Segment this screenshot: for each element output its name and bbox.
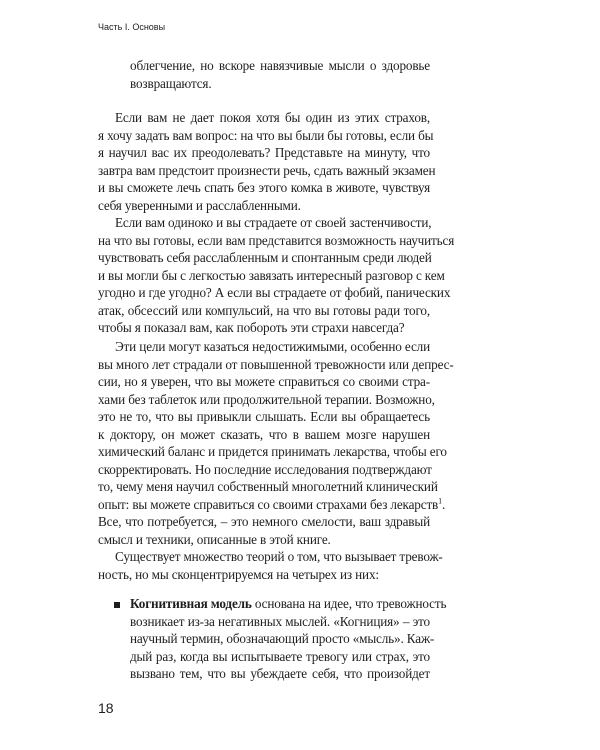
text-line: хами без таблеток или продолжительной терапии. Возможно, (98, 391, 435, 407)
text-line: ность, но мы сконцентрируемся на четырех из них: (98, 566, 379, 582)
text-line: Если вам не дает покоя хотя бы один из этих страхов, (115, 110, 430, 125)
paragraph-1 (98, 109, 436, 214)
paragraph-3 (98, 338, 454, 548)
running-header: Часть I. Основы (98, 22, 166, 32)
page-number: 18 (98, 700, 114, 716)
text-line: и вы сможете лечь спать без этого комка в животе, чувствуя (98, 180, 430, 195)
paragraph-2 (98, 214, 455, 337)
text-line: вызвано тем, что вы убеждаете себя, что произойдет (130, 666, 430, 681)
paragraph-4 (98, 548, 443, 583)
text-line: к доктору, он может сказать, что в вашем мозге нарушен (98, 426, 430, 442)
bullet-term: Когнитивная модель (130, 596, 252, 611)
text-line: дый раз, когда вы испытываете тревогу или страх, это (130, 648, 430, 664)
text-line: научный термин, обозначающий просто «мысль». Каж- (130, 631, 435, 646)
text-line: это не то, что вы привыкли слышать. Если вы обращаетесь (98, 409, 430, 424)
text-line: атак, обсессий или компульсий, на что вы готовы ради того, (98, 302, 430, 318)
text-line: угодно и где угодно? А если вы страдаете от фобий, панических (98, 285, 451, 300)
text-line: чтобы я показал вам, как побороть эти страхи навсегда? (98, 320, 405, 335)
text-line: я научил вас их преодолевать? Представьте на минуту, что (98, 145, 430, 160)
text-line (130, 595, 447, 613)
text-line: на что вы готовы, если вам представится возможность научиться (98, 232, 455, 248)
text-line: и вы могли бы с легкостью завязать интересный разговор с кем (98, 267, 445, 283)
footnote-reference[interactable]: 1 (438, 496, 442, 506)
text-line: Эти цели могут казаться недостижимыми, особенно если (115, 339, 430, 354)
text-line: то, чему меня научил собственный многолетний клинический (98, 479, 438, 494)
text-line: чувствовать себя расслабленным и спонтанным среди людей (98, 250, 432, 265)
text-line: опыт: вы можете справиться со своими страхами без лекарств$^1$. (98, 496, 446, 512)
text-line: Если вам одиноко и вы страдаете от своей застенчивости, (115, 215, 432, 230)
text-line: облегчение, но вскоре навязчивые мысли о здоровье (130, 58, 430, 73)
quote-block (130, 57, 430, 92)
text-line: скорректировать. Но последние исследования подтверждают (98, 461, 432, 477)
text-line: возвращаются. (130, 75, 212, 91)
text-line: вы много лет страдали от повышенной тревожности или депрес- (98, 356, 454, 372)
text-line: смысл и техники, описанные в этой книге. (98, 531, 331, 547)
text-line: я хочу задать вам вопрос: на что вы были бы готовы, если бы (98, 127, 434, 143)
text-line: химический баланс и придется принимать лекарства, чтобы его (98, 444, 447, 459)
text-line: завтра вам предстоит произнести речь, сдать важный экзамен (98, 162, 436, 178)
text-line: возникает из-за негативных мыслей. «Когниция» – это (130, 613, 430, 629)
text-line: Все, что потребуется, – это немного смелости, ваш здравый (98, 514, 430, 529)
text-line-content: основана на идее, что тревожность (251, 596, 447, 611)
bullet-square-icon (114, 602, 120, 608)
bullet-item (130, 595, 447, 683)
text-line: себя уверенными и расслабленными. (98, 197, 301, 213)
text-line: Существует множество теорий о том, что вызывает тревож- (115, 549, 443, 564)
text-line-content: опыт: вы можете справиться со своими страхами без лекарств (98, 496, 439, 512)
text-line: сии, но я уверен, что вы можете справиться со своими стра- (98, 374, 430, 389)
